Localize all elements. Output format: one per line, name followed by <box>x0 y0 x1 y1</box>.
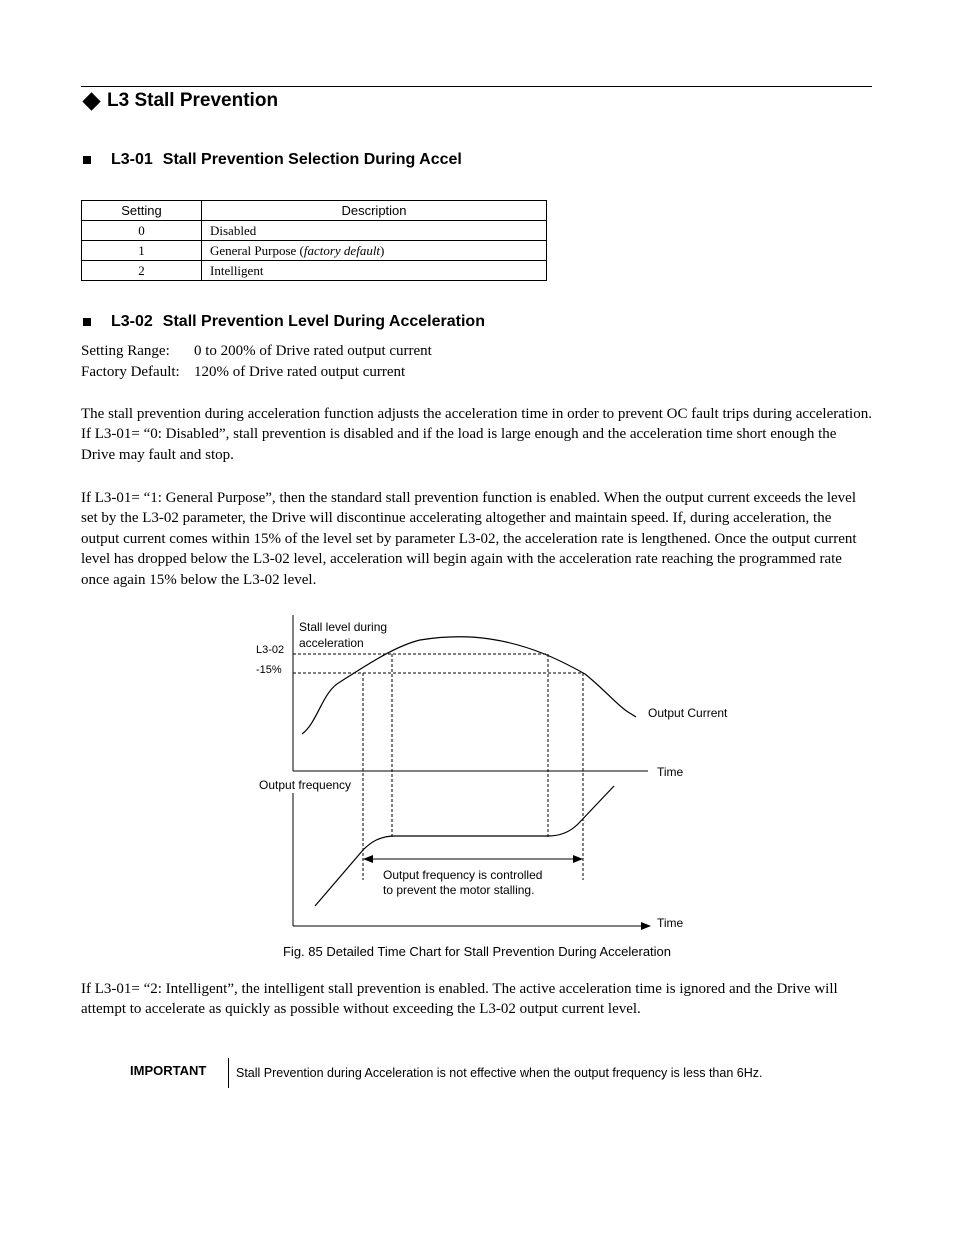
settings-table <box>81 200 547 281</box>
square-bullet-icon <box>83 318 91 326</box>
desc-text: General Purpose ( <box>210 242 304 258</box>
minus15-axis-label: -15% <box>256 664 282 676</box>
factory-default-label: Factory Default: <box>81 364 180 380</box>
section-title <box>83 90 278 112</box>
desc-text-end: ) <box>380 242 385 258</box>
factory-default-value: 120% of Drive rated output current <box>194 364 406 380</box>
time-chart-figure <box>0 600 954 940</box>
setting-cell: 0 <box>82 221 202 241</box>
description-cell: Intelligent <box>202 261 547 281</box>
section-title-text: L3 Stall Prevention <box>107 90 279 111</box>
paragraph-disabled: The stall prevention during acceleration function adjusts the acceleration time in order to prevent OC fault trips during acceleration. If L3-01= “0: Disabled”, stall prevention is disabled and if the load is large enough and the acceleration time short enough the Drive may fault and stop. <box>81 406 872 463</box>
header-rule <box>81 86 872 87</box>
l3-01-heading <box>83 151 462 169</box>
setting-cell: 1 <box>82 241 202 261</box>
setting-cell: 2 <box>82 261 202 281</box>
square-bullet-icon <box>83 156 91 164</box>
l3-02-code: L3-02 <box>111 313 153 330</box>
stall-level-label-line1: Stall level during <box>299 620 388 634</box>
output-current-label: Output Current <box>648 706 728 720</box>
figure-caption: Fig. 85 Detailed Time Chart for Stall Prevention During Acceleration <box>282 944 672 959</box>
controlled-label-line2: to prevent the motor stalling. <box>383 883 535 897</box>
table-row <box>82 261 547 281</box>
desc-italic: factory default <box>303 242 381 258</box>
header-description: Description <box>202 201 547 221</box>
output-current-curve <box>302 637 636 734</box>
header-setting: Setting <box>82 201 202 221</box>
important-divider <box>228 1058 229 1088</box>
table-row <box>82 221 547 241</box>
table-row <box>82 241 547 261</box>
setting-range-label: Setting Range: <box>81 343 170 359</box>
important-label: IMPORTANT <box>130 1063 207 1078</box>
setting-range <box>81 343 432 360</box>
time-label-bottom: Time <box>657 916 684 930</box>
output-frequency-label: Output frequency <box>259 778 352 792</box>
l3-01-code: L3-01 <box>111 151 153 168</box>
table-header-row <box>82 201 547 221</box>
paragraph-general-purpose: If L3-01= “1: General Purpose”, then the standard stall prevention function is enabled. When the output current exceeds the level set by the L3-02 parameter, the Drive will discontinue accelerating altogether and maintain speed. If, during acceleration, the output current comes within 15% of the level set by parameter L3-02, the acceleration rate is lengthened. Once the output current level has dropped below the L3-02 level, acceleration will begin again with the acceleration rate reaching the programmed rate once again 15% below the L3-02 level. <box>81 490 857 588</box>
stall-level-label-line2: acceleration <box>299 636 364 650</box>
paragraph-intelligent: If L3-01= “2: Intelligent”, the intelligent stall prevention is enabled. The active acceleration time is ignored and the Drive will attempt to accelerate as quickly as possible without exceeding the L3-02 output current level. <box>81 981 838 1018</box>
diamond-bullet-icon <box>82 92 100 110</box>
factory-default <box>81 364 405 381</box>
description-cell: Disabled <box>202 221 547 241</box>
description-cell <box>202 241 547 261</box>
l3-02-axis-label: L3-02 <box>256 644 285 656</box>
l3-02-title: Stall Prevention Level During Acceleration <box>162 313 485 330</box>
l3-01-title: Stall Prevention Selection During Accel <box>162 151 462 168</box>
setting-range-value: 0 to 200% of Drive rated output current <box>194 343 432 359</box>
l3-02-heading <box>83 313 485 331</box>
important-text: Stall Prevention during Acceleration is not effective when the output frequency is less than 6Hz. <box>236 1066 763 1080</box>
controlled-label-line1: Output frequency is controlled <box>383 868 543 882</box>
time-label-top: Time <box>657 765 684 779</box>
